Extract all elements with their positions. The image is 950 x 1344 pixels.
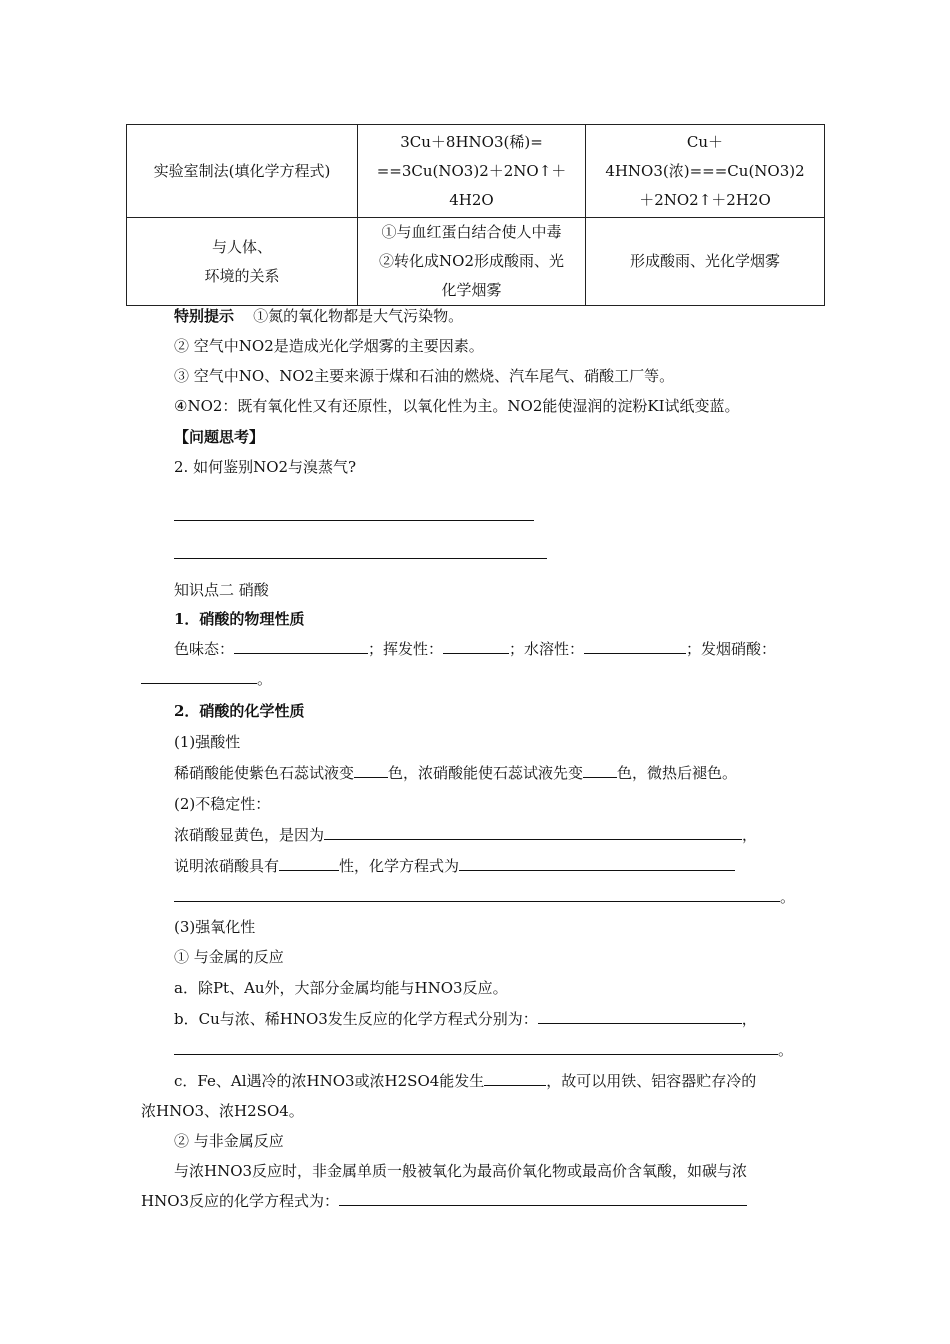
tip-line: ③ 空气中NO、NO2主要来源于煤和石油的燃烧、汽车尾气、硝酸工厂等。 <box>174 367 675 385</box>
fill-blank[interactable] <box>234 638 368 654</box>
unstable-line: 浓硝酸显黄色，是因为 ， <box>174 826 758 844</box>
nonmetal-reaction-title: ② 与非金属反应 <box>174 1132 284 1150</box>
metal-reaction-line: 浓HNO3、浓H2SO4。 <box>141 1102 304 1120</box>
tip-line: ② 空气中NO2是造成光化学烟雾的主要因素。 <box>174 337 484 355</box>
table-row <box>127 218 825 306</box>
physical-properties-line: 。 <box>141 668 272 690</box>
unstable-line: 说明浓硝酸具有 性，化学方程式为 <box>174 855 735 877</box>
fill-blank[interactable] <box>339 1190 747 1206</box>
answer-line[interactable] <box>174 558 547 559</box>
tip-line: ④NO2：既有氧化性又有还原性，以氧化性为主。NO2能使湿润的淀粉KI试纸变蓝。 <box>174 397 740 415</box>
fill-blank[interactable] <box>174 1039 778 1055</box>
table-cell-label: 与人体、 环境的关系 <box>127 218 358 306</box>
fill-blank[interactable] <box>583 762 617 778</box>
tip-text: ①氮的氧化物都是大气污染物。 <box>253 307 464 325</box>
table-cell-label: 实验室制法(填化学方程式) <box>127 125 358 218</box>
unstable-line: 。 <box>174 886 795 908</box>
fill-blank[interactable] <box>174 886 780 902</box>
table-row <box>127 125 825 218</box>
fill-blank[interactable] <box>279 855 339 871</box>
section-title: 知识点二 硝酸 <box>174 581 269 599</box>
fill-blank[interactable] <box>459 855 735 871</box>
nonmetal-reaction-line: HNO3反应的化学方程式为： <box>141 1190 747 1212</box>
table-cell-no2: Cu＋4HNO3(浓)===Cu(NO3)2 ＋2NO2↑＋2H2O <box>586 125 825 218</box>
metal-reaction-title: ① 与金属的反应 <box>174 948 284 966</box>
answer-line[interactable] <box>174 520 534 521</box>
fill-blank[interactable] <box>584 638 686 654</box>
table-cell-no: 3Cu＋8HNO3(稀)= ==3Cu(NO3)2＋2NO↑＋ 4H2O <box>358 125 586 218</box>
fill-blank[interactable] <box>538 1008 742 1024</box>
unstable-title: (2)不稳定性： <box>174 795 271 813</box>
fill-blank[interactable] <box>354 762 388 778</box>
metal-reaction-line: a．除Pt、Au外，大部分金属均能与HNO3反应。 <box>174 979 508 997</box>
fill-blank[interactable] <box>141 668 257 684</box>
table-cell-no2: 形成酸雨、光化学烟雾 <box>586 218 825 306</box>
fill-blank[interactable] <box>324 824 742 840</box>
tip-title: 特别提示 <box>174 307 235 325</box>
question-text: 2. 如何鉴别NO2与溴蒸气? <box>174 458 357 476</box>
metal-reaction-line: 。 <box>174 1039 793 1061</box>
metal-reaction-line: c．Fe、Al遇冷的浓HNO3或浓H2SO4能发生 ，故可以用铁、铝容器贮存冷的 <box>174 1072 757 1090</box>
question-header: 【问题思考】 <box>174 428 265 446</box>
subsection-title: 1．硝酸的物理性质 <box>174 610 305 628</box>
fill-blank[interactable] <box>484 1070 546 1086</box>
physical-properties-line: 色味态： ；挥发性： ；水溶性： ；发烟硝酸： <box>174 640 777 658</box>
table-cell-no: ①与血红蛋白结合使人中毒 ②转化成NO2形成酸雨、光 化学烟雾 <box>358 218 586 306</box>
acid-line: 稀硝酸能使紫色石蕊试液变 色，浓硝酸能使石蕊试液先变 色，微热后褪色。 <box>174 764 738 782</box>
acid-title: (1)强酸性 <box>174 733 241 751</box>
subsection-title: 2．硝酸的化学性质 <box>174 702 305 720</box>
nonmetal-reaction-line: 与浓HNO3反应时，非金属单质一般被氧化为最高价氧化物或最高价含氧酸，如碳与浓 <box>174 1162 748 1180</box>
metal-reaction-line: b．Cu与浓、稀HNO3发生反应的化学方程式分别为： ， <box>174 1010 757 1028</box>
special-tip <box>174 305 463 327</box>
nitrogen-oxides-table <box>126 124 825 306</box>
fill-blank[interactable] <box>443 638 509 654</box>
oxidizing-title: (3)强氧化性 <box>174 918 256 936</box>
